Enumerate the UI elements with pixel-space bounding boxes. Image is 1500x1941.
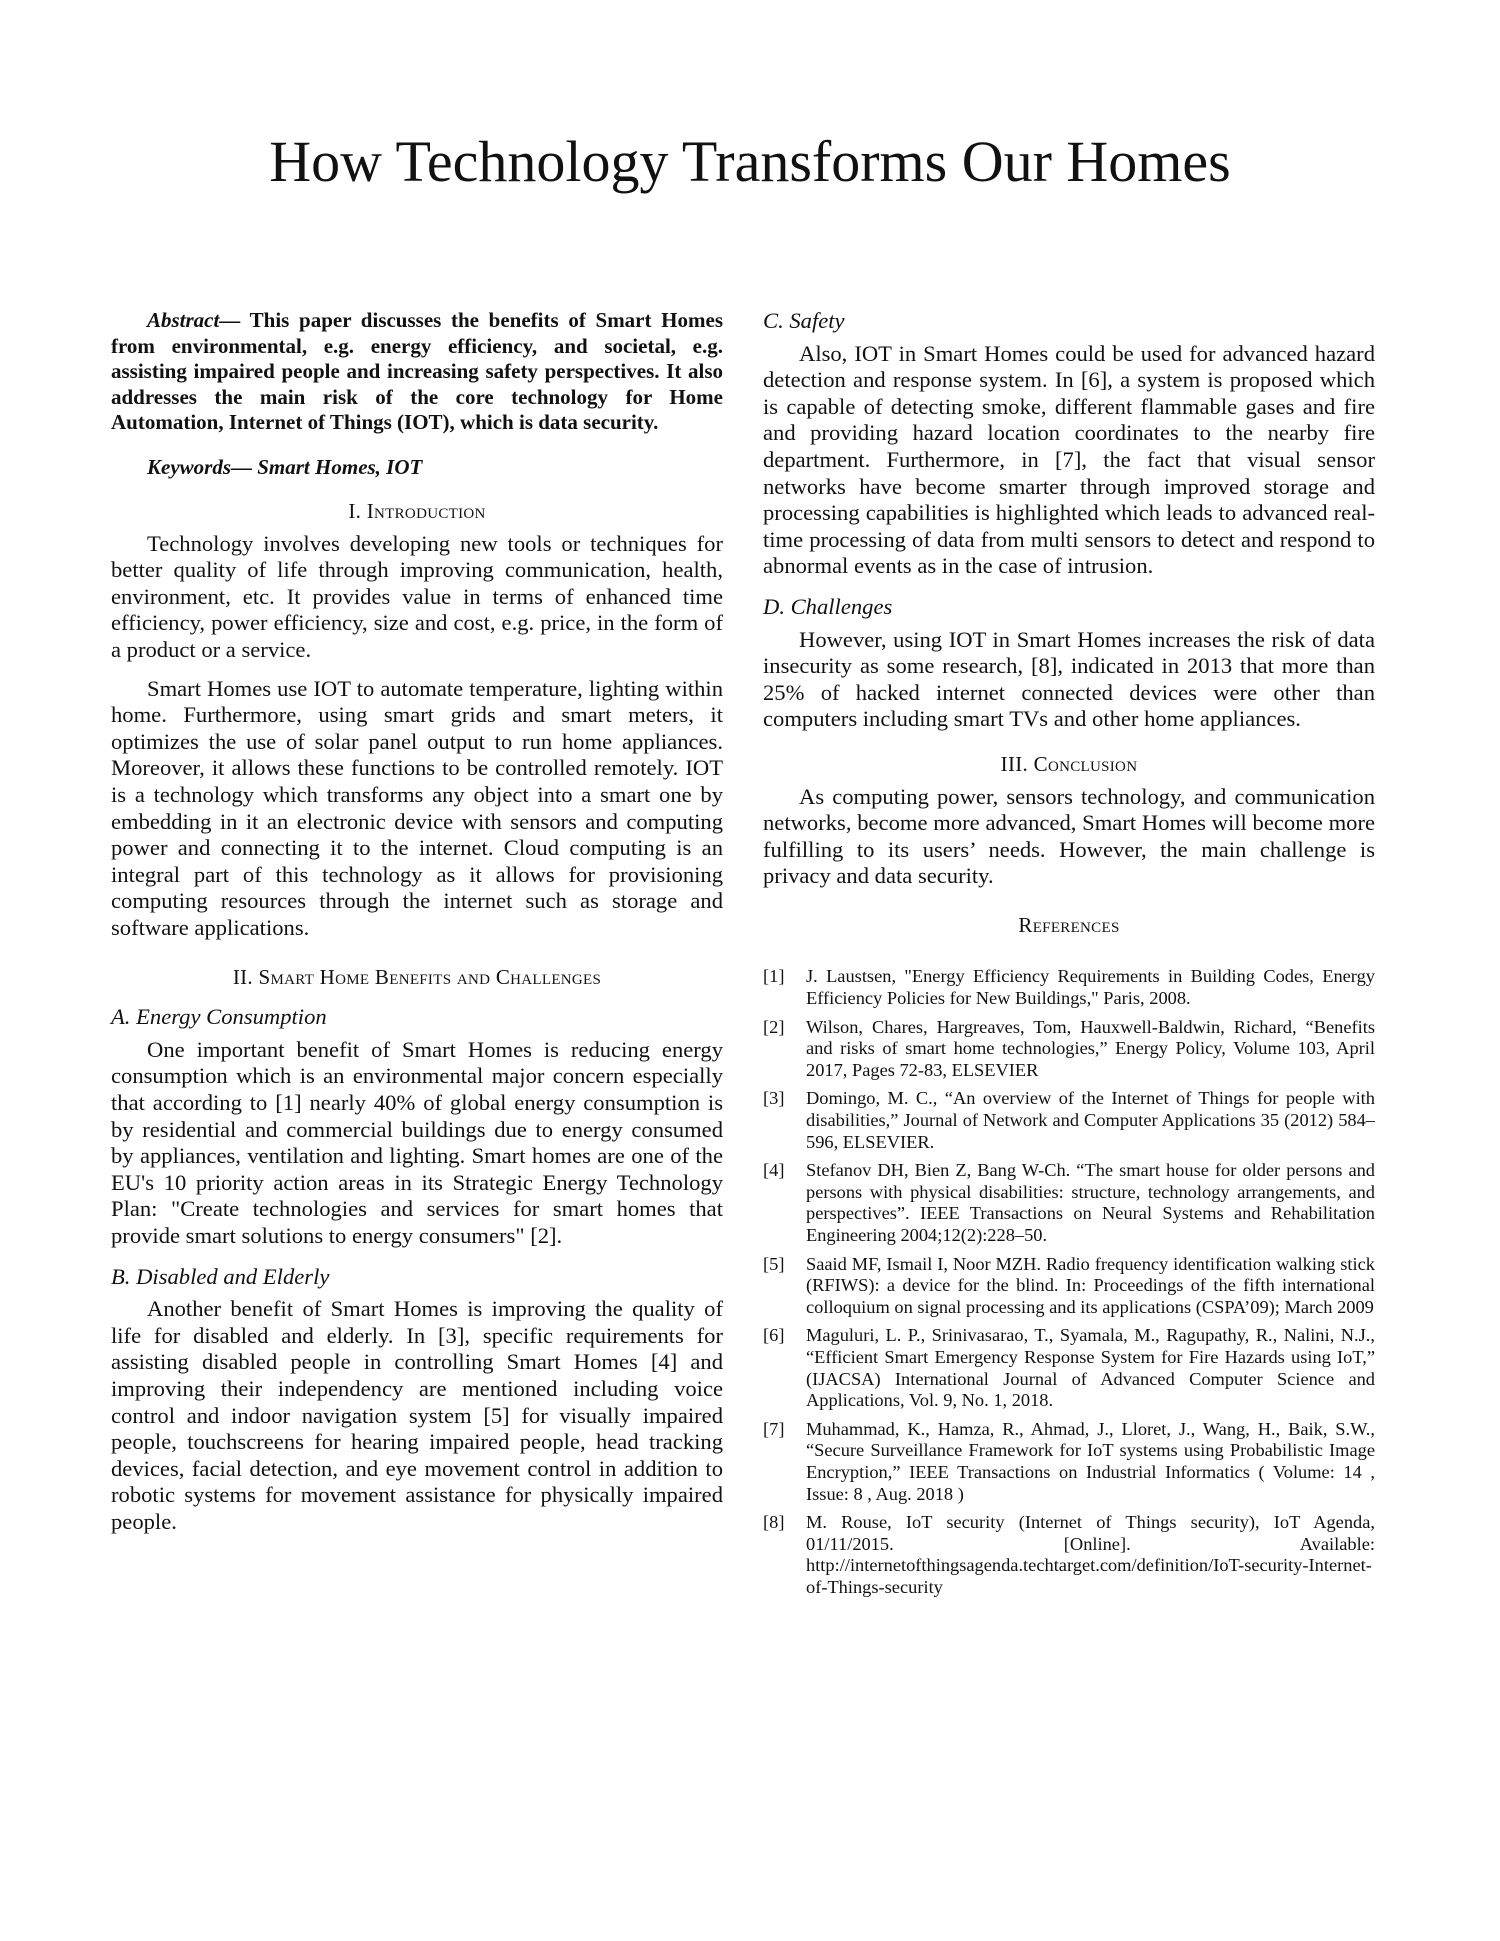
reference-number: [1] [763, 966, 785, 987]
reference-text: Stefanov DH, Bien Z, Bang W-Ch. “The smart house for older persons and persons with physical disabilities: structure, technology arrangements, and perspectives”. IEEE Transactions on Neural Systems and Rehabilitation Engineering 2004;12(2):228–50. [806, 1160, 1375, 1245]
section-heading-conclusion: III. Conclusion [1000, 751, 1138, 776]
reference-text: Muhammad, K., Hamza, R., Ahmad, J., Lloret, J., Wang, H., Baik, S.W., “Secure Surveillance Framework for IoT systems using Probabilistic Image Encryption,” IEEE Transactions on Industrial Informatics ( Volume: 14 , Issue: 8 , Aug. 2018 ) [806, 1418, 1375, 1504]
reference-number: [5] [763, 1253, 785, 1274]
paragraph: One important benefit of Smart Homes is reducing energy consumption which is an environmental major concern especially that according to [1] nearly 40% of global energy consumption is by residential and commercial buildings due to energy consumed by appliances, ventilation and lighting. Smart homes are one of the EU's 10 priority action areas in its Strategic Energy Technology Plan: "Create technologies and services for smart homes that provide smart solutions to energy consumers" [2]. [111, 1036, 723, 1248]
references-heading: References [1018, 912, 1120, 937]
reference-item [763, 1419, 1375, 1505]
paragraph: However, using IOT in Smart Homes increases the risk of data insecurity as some research, [8], indicated in 2013 that more than 25% of hacked internet connected devices were other than computers including smart TVs and other home appliances. [763, 626, 1375, 732]
reference-text: Saaid MF, Ismail I, Noor MZH. Radio frequency identification walking stick (RFIWS): a device for the blind. In: Proceedings of the fifth international colloquium on signal processing and its applications (CSPA’09); March 2009 [806, 1253, 1375, 1317]
reference-item [763, 1017, 1375, 1082]
reference-text: Maguluri, L. P., Srinivasarao, T., Syamala, M., Ragupathy, R., Nalini, N.J., “Efficient Smart Emergency Response System for Fire Hazards using IoT,” (IJACSA) International Journal of Advanced Computer Science and Applications, Vol. 9, No. 1, 2018. [806, 1325, 1375, 1411]
keywords: Keywords— Smart Homes, IOT [147, 454, 423, 479]
section-heading-benefits: II. Smart Home Benefits and Challenges [232, 964, 602, 989]
paragraph: Another benefit of Smart Homes is improving the quality of life for disabled and elderly. In [3], specific requirements for assisting disabled people in controlling Smart Homes [4] and improving their independency are mentioned including voice control and indoor navigation system [5] for visually impaired people, touchscreens for hearing impaired people, head tracking devices, facial detection, and eye movement control in addition to robotic systems for movement assistance for physically impaired people. [111, 1296, 723, 1534]
paragraph: Smart Homes use IOT to automate temperature, lighting within home. Furthermore, using smart grids and smart meters, it optimizes the use of solar panel output to run home appliances. Moreover, it allows these functions to be controlled remotely. IOT is a technology which transforms any object into a smart one by embedding in it an electronic device with sensors and computing power and connecting it to the internet. Cloud computing is an integral part of this technology as it allows for provisioning computing resources through the internet such as storage and software applications. [111, 675, 723, 940]
reference-item [763, 1088, 1375, 1153]
abstract-label: Abstract— [147, 308, 241, 332]
paragraph: Technology involves developing new tools or techniques for better quality of life through improving communication, health, environment, etc. It provides value in terms of enhanced time efficiency, power efficiency, size and cost, e.g. price, in the form of a product or a service. [111, 530, 723, 663]
reference-list [763, 966, 1375, 1598]
reference-number: [8] [763, 1512, 785, 1533]
reference-number: [7] [763, 1418, 785, 1439]
reference-text: M. Rouse, IoT security (Internet of Things security), IoT Agenda, 01/11/2015. [Online]. Available: http://internetofthingsagenda.techtarget.com/definition/IoT-security-Internet-of-Things-security [806, 1512, 1375, 1597]
reference-text: Domingo, M. C., “An overview of the Internet of Things for people with disabilities,” Journal of Network and Computer Applications 35 (2012) 584–596, ELSEVIER. [806, 1088, 1375, 1152]
paragraph: As computing power, sensors technology, and communication networks, become more advanced, Smart Homes will become more fulfilling to its users’ needs. However, the main challenge is privacy and data security. [763, 783, 1375, 889]
reference-item [763, 1325, 1375, 1411]
reference-item [763, 1160, 1375, 1246]
reference-item [763, 966, 1375, 1009]
reference-item [763, 1254, 1375, 1319]
reference-number: [2] [763, 1016, 785, 1037]
right-column [763, 308, 1375, 1606]
abstract-text: This paper discusses the benefits of Smart Homes from environmental, e.g. energy efficiency, and societal, e.g. assisting impaired people and increasing safety perspectives. It also addresses the main risk of the core technology for Home Automation, Internet of Things (IOT), which is data security. [111, 308, 723, 434]
reference-item [763, 1512, 1375, 1598]
subsection-heading-disabled: B. Disabled and Elderly [111, 1263, 330, 1289]
reference-number: [3] [763, 1088, 785, 1109]
reference-number: [4] [763, 1160, 785, 1181]
reference-number: [6] [763, 1325, 785, 1346]
reference-text: J. Laustsen, "Energy Efficiency Requirements in Building Codes, Energy Efficiency Policies for New Buildings," Paris, 2008. [806, 966, 1375, 1009]
subsection-heading-safety: C. Safety [763, 308, 845, 333]
section-heading-introduction: I. Introduction [348, 499, 486, 524]
reference-text: Wilson, Chares, Hargreaves, Tom, Hauxwell-Baldwin, Richard, “Benefits and risks of smart home technologies,” Energy Policy, Volume 103, April 2017, Pages 72-83, ELSEVIER [806, 1016, 1375, 1080]
left-column [111, 308, 723, 1535]
subsection-heading-challenges: D. Challenges [763, 593, 893, 619]
subsection-heading-energy: A. Energy Consumption [111, 1004, 327, 1030]
paper-title: How Technology Transforms Our Homes [269, 129, 1231, 194]
paragraph: Also, IOT in Smart Homes could be used for advanced hazard detection and response system. In [6], a system is proposed which is capable of detecting smoke, different flammable gases and fire and providing hazard location coordinates to the nearby fire department. Furthermore, in [7], the fact that visual sensor networks have become smarter through improved storage and processing capabilities is highlighted which leads to advanced real-time processing of data from multi sensors to detect and respond to abnormal events as in the case of intrusion. [763, 340, 1375, 579]
abstract [111, 308, 723, 436]
